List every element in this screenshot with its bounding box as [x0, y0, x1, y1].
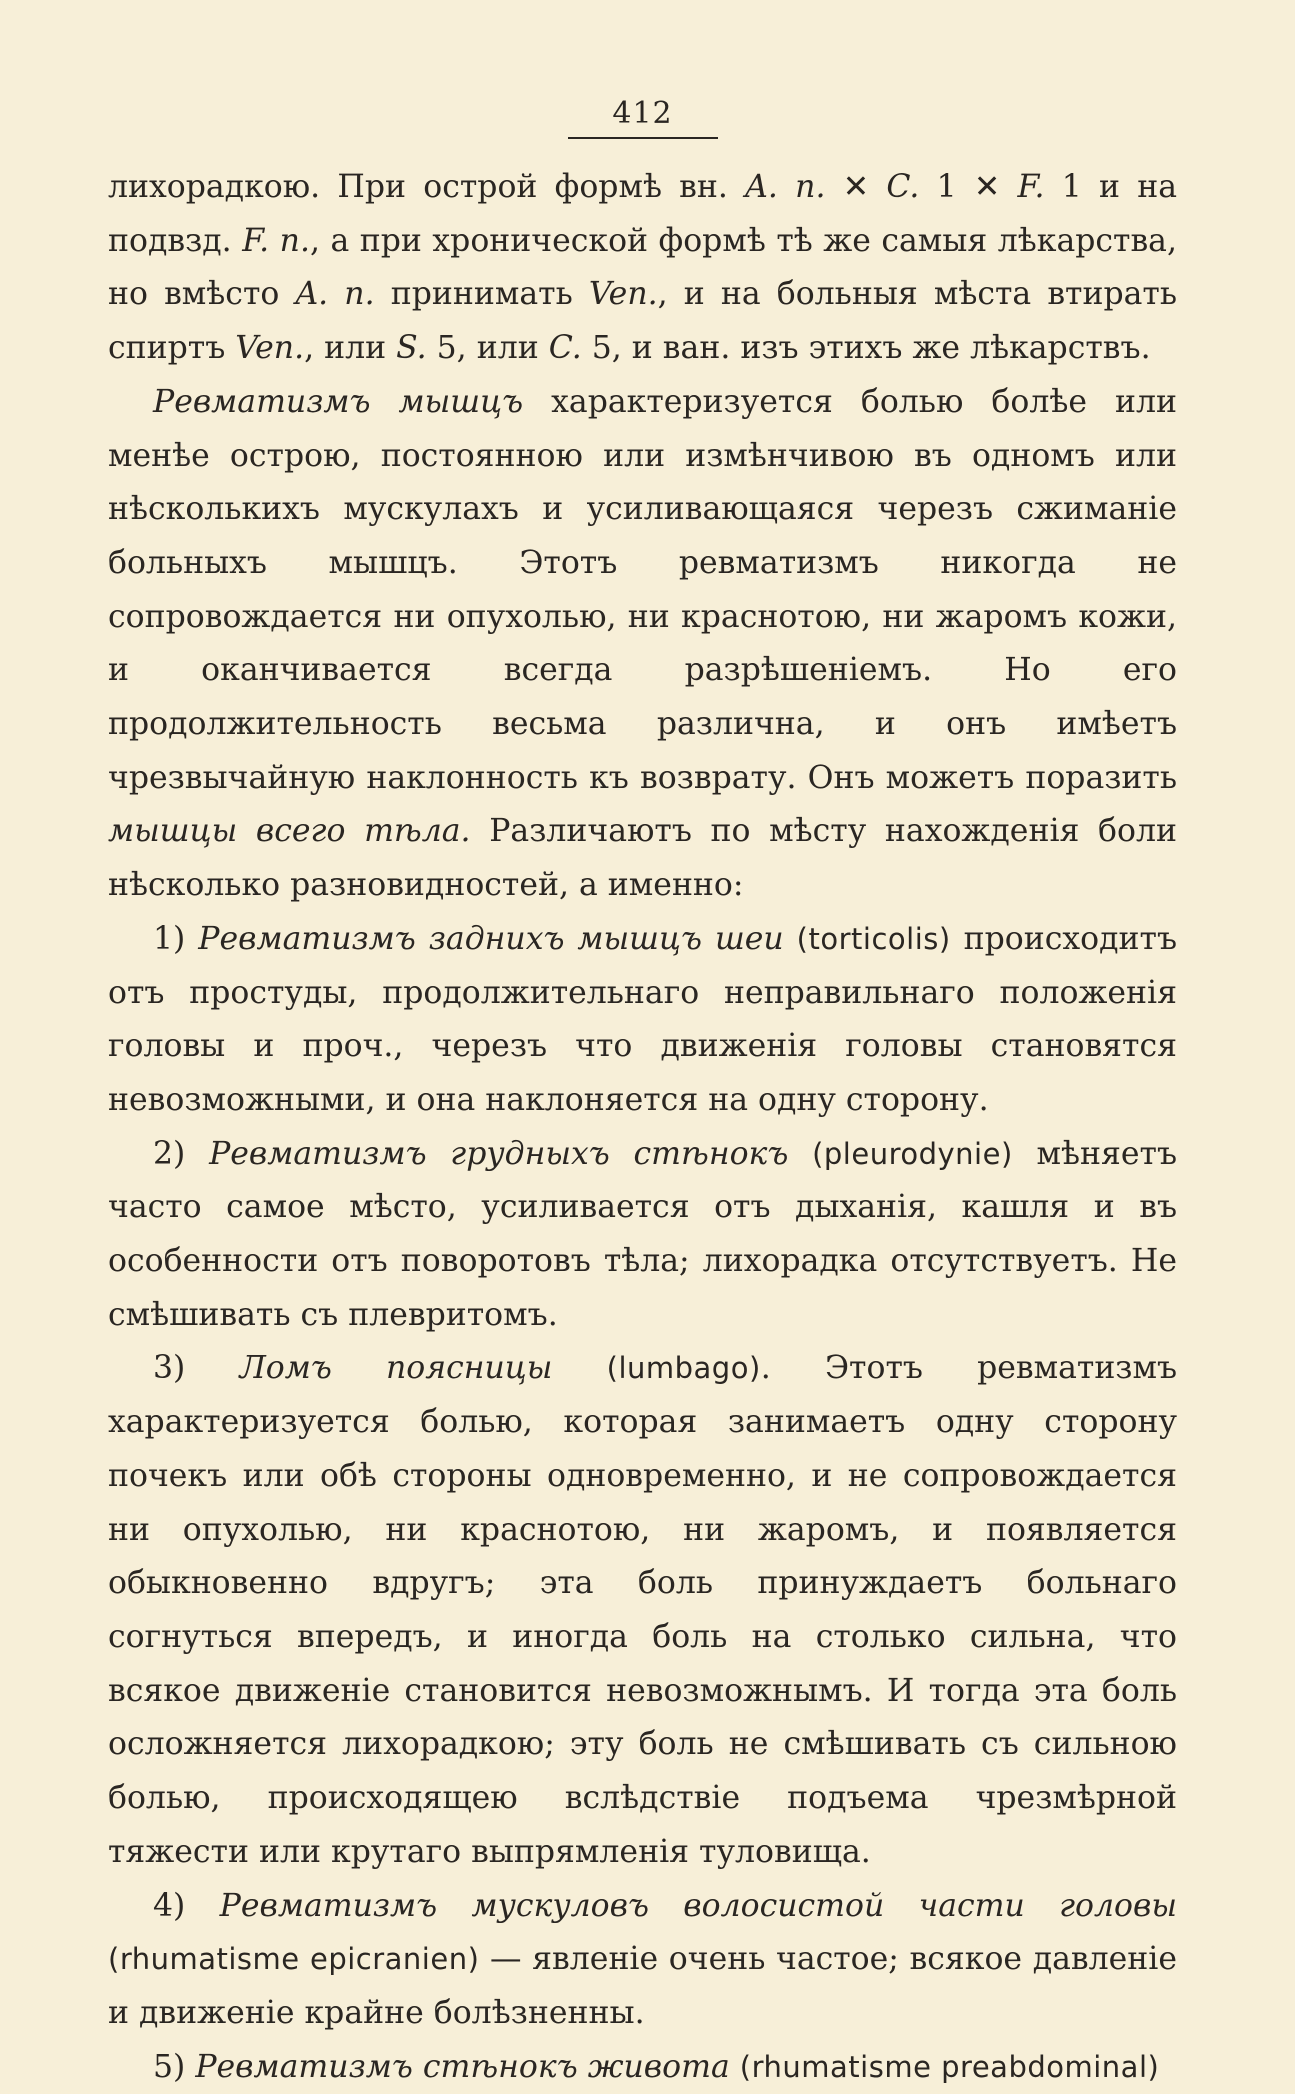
paragraph-muscle-rheumatism: Ревматизмъ мышцъ характеризуется болью болѣе или менѣе острою, постоянною или измѣнчивою въ одномъ или нѣсколькихъ мускулахъ и усиливающаяся черезъ сжиманіе больныхъ мышцъ. Этотъ ревматизмъ никогда не сопровождается ни опухолью, ни краснотою, ни жаромъ кожи, и оканчивается всегда разрѣшеніемъ. Но его продолжительность весьма различна, и онъ имѣетъ чрезвычайную наклонность къ возврату. Онъ можетъ поразить мышцы всего тѣла. Различаютъ по мѣсту нахожденія боли нѣсколько разновидностей, а именно: [108, 383, 1177, 904]
latin-term: (lumbago) [606, 1351, 761, 1386]
list-item-1: 1) Ревматизмъ заднихъ мышцъ шеи (torticolis) происходитъ отъ простуды, продолжительнаго неправильнаго положенія головы и проч., черезъ что движенія головы становятся невозможными, и она наклоняется на одну сторону. [108, 920, 1177, 1118]
latin-term: (torticolis) [796, 921, 951, 956]
list-item-4: 4) Ревматизмъ мускуловъ волосистой части головы (rhumatisme epicranien) — явленіе очень частое; всякое давленіе и движеніе крайне болѣзненны. [108, 1887, 1177, 2031]
list-item-2: 2) Ревматизмъ грудныхъ стѣнокъ (pleurodynie) мѣняетъ часто самое мѣсто, усиливается отъ дыханія, кашля и въ особенности отъ поворотовъ тѣла; лихорадка отсутствуетъ. Не смѣшивать съ плевритомъ. [108, 1135, 1177, 1333]
item-title: Ревматизмъ заднихъ мышцъ шеи [198, 920, 784, 957]
latin-term: (rhumatisme epicranien) [108, 1942, 480, 1977]
latin-term: (rhumatisme preabdominal) [739, 2049, 1160, 2084]
paragraph-continuation: лихорадкою. При острой формѣ вн. A. n. ✕ C. 1 ✕ F. 1 и на подвзд. F. n., а при хронической формѣ тѣ же самыя лѣкарства, но вмѣсто A. n. принимать Ven., и на больныя мѣста втирать спиртъ Ven., или S. 5, или C. 5, и ван. изъ этихъ же лѣкарствъ. [108, 169, 1178, 367]
item-title: Ревматизмъ грудныхъ стѣнокъ [209, 1135, 789, 1172]
list-item-5: 5) Ревматизмъ стѣнокъ живота (rhumatisme preabdominal) [153, 2048, 1160, 2085]
item-title: Ревматизмъ мускуловъ волосистой части головы [219, 1887, 1177, 1924]
item-title: Ломъ поясницы [239, 1350, 553, 1387]
body-text [108, 161, 1177, 2094]
latin-term: (pleurodynie) [812, 1136, 1013, 1171]
item-title: Ревматизмъ стѣнокъ живота [195, 2048, 730, 2085]
section-heading: Ревматизмъ мышцъ [153, 383, 524, 420]
list-item-3: 3) Ломъ поясницы (lumbago). Этотъ ревматизмъ характеризуется болью, которая занимаетъ одну сторону почекъ или обѣ стороны одновременно, и не сопровождается ни опухолью, ни краснотою, ни жаромъ, и появляется обыкновенно вдругъ; эта боль принуждаетъ больнаго согнуться впередъ, и иногда боль на столько сильна, что всякое движеніе становится невозможнымъ. И тогда эта боль осложняется лихорадкою; эту боль не смѣшивать съ сильною болью, происходящею вслѣдствіе подъема чрезмѣрной тяжести или крутаго выпрямленія туловища. [108, 1350, 1178, 1870]
page-number: 412 [568, 96, 718, 139]
